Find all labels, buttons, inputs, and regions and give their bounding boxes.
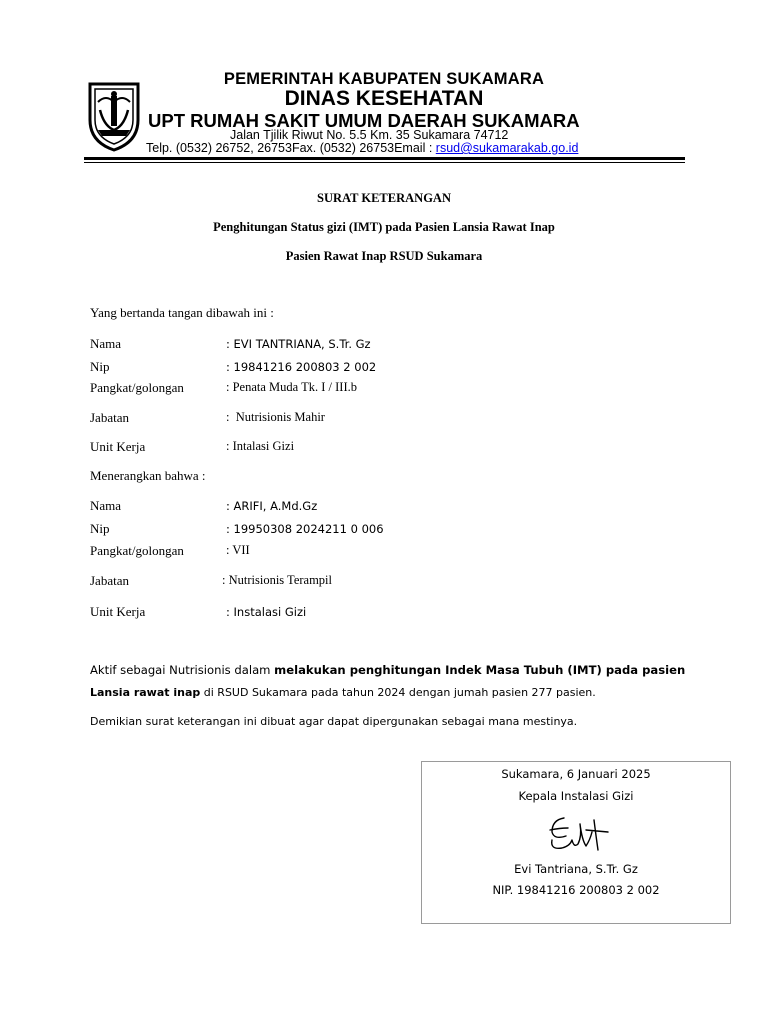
intro-text: Yang bertanda tangan dibawah ini : <box>90 305 274 320</box>
subject-jabatan-label: Jabatan <box>90 573 129 588</box>
statement-text: Menerangkan bahwa : <box>90 468 206 483</box>
contact-text: Telp. (0532) 26752, 26753Fax. (0532) 26753Email : <box>146 141 436 155</box>
letterhead-rule-thin <box>84 162 685 163</box>
email-link[interactable]: rsud@sukamarakab.go.id <box>435 141 579 155</box>
subject-nama-label: Nama <box>90 498 122 513</box>
contact-line <box>146 141 578 155</box>
signer-jabatan-value: : Nutrisionis Mahir <box>226 410 325 424</box>
subject-nama-value: : ARIFI, A.Md.Gz <box>226 499 318 513</box>
body-paragraph-2: Demikian surat keterangan ini dibuat agar dapat dipergunakan sebagai mana mestinya. <box>90 715 578 728</box>
signer-nip-label: Nip <box>90 359 110 374</box>
subject-pangkat-label: Pangkat/golongan <box>90 543 184 558</box>
sign-position: Kepala Instalasi Gizi <box>518 789 634 803</box>
sign-nip: NIP. 19841216 200803 2 002 <box>492 883 660 897</box>
document-title: SURAT KETERANGAN <box>317 191 451 205</box>
body-p1-c: Lansia rawat inap <box>90 686 201 699</box>
sign-name: Evi Tantriana, S.Tr. Gz <box>514 862 638 876</box>
signer-pangkat-label: Pangkat/golongan <box>90 380 184 395</box>
signer-nama-label: Nama <box>90 336 122 351</box>
signer-unit-value: : Intalasi Gizi <box>226 439 295 453</box>
body-paragraph-1-line-2 <box>90 686 596 699</box>
subject-nip-value: : 19950308 2024211 0 006 <box>226 522 384 536</box>
document-subject: Penghitungan Status gizi (IMT) pada Pasien Lansia Rawat Inap <box>213 220 555 234</box>
subject-pangkat-value: : VII <box>226 543 250 557</box>
body-p1-d: di RSUD Sukamara pada tahun 2024 dengan jumah pasien 277 pasien. <box>200 686 596 699</box>
body-p1-a: Aktif sebagai Nutrisionis dalam <box>90 663 275 677</box>
signer-nip-value: : 19841216 200803 2 002 <box>226 360 377 374</box>
agency-name: DINAS KESEHATAN <box>284 87 484 110</box>
address-line: Jalan Tjilik Riwut No. 5.5 Km. 35 Sukamara 74712 <box>230 128 509 142</box>
hospital-name: UPT RUMAH SAKIT UMUM DAERAH SUKAMARA <box>148 110 580 131</box>
letterhead-rule-thick <box>84 157 685 160</box>
document-subject-2: Pasien Rawat Inap RSUD Sukamara <box>285 249 483 263</box>
subject-jabatan-value: : Nutrisionis Terampil <box>222 573 332 587</box>
signer-unit-label: Unit Kerja <box>90 439 146 454</box>
subject-nip-label: Nip <box>90 521 110 536</box>
sign-place-date: Sukamara, 6 Januari 2025 <box>501 767 651 781</box>
subject-unit-label: Unit Kerja <box>90 604 146 619</box>
signer-nama-value: : EVI TANTRIANA, S.Tr. Gz <box>226 337 371 351</box>
signature-block <box>421 761 731 924</box>
body-paragraph-1-line-1 <box>90 663 685 677</box>
body-p1-b: melakukan penghitungan Indek Masa Tubuh (IMT) pada pasien <box>274 663 686 677</box>
handwritten-signature-icon <box>542 810 614 856</box>
subject-unit-value: : Instalasi Gizi <box>226 605 307 619</box>
signer-pangkat-value: : Penata Muda Tk. I / III.b <box>226 380 357 394</box>
gov-name: PEMERINTAH KABUPATEN SUKAMARA <box>223 70 545 88</box>
signer-jabatan-label: Jabatan <box>90 410 129 425</box>
